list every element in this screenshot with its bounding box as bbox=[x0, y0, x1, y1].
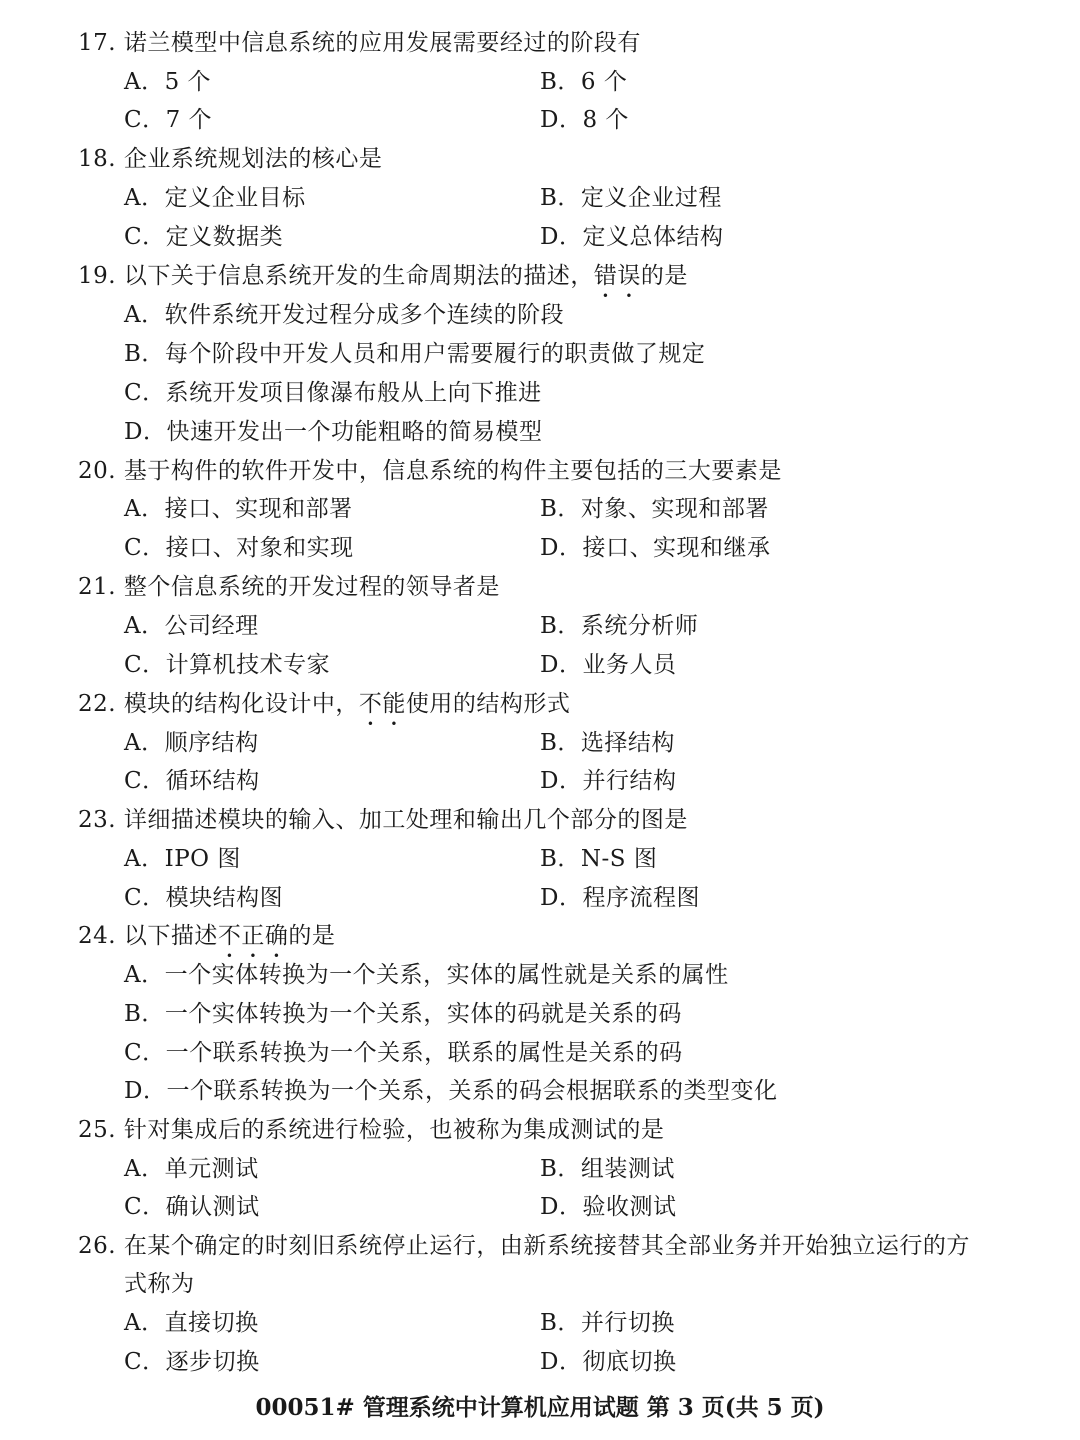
q22-option-a: A．顺序结构 bbox=[124, 730, 259, 756]
q19-option-a: A．软件系统开发过程分成多个连续的阶段 bbox=[124, 302, 565, 328]
q26-option-a: A．直接切换 bbox=[124, 1310, 259, 1336]
question-23-stem: 23. 详细描述模块的输入、加工处理和输出几个部分的图是 bbox=[78, 807, 688, 833]
q17-option-a: A．5 个 bbox=[124, 69, 212, 95]
question-21-stem: 21. 整个信息系统的开发过程的领导者是 bbox=[78, 574, 500, 600]
q24-option-b: B．一个实体转换为一个关系，实体的码就是关系的码 bbox=[124, 1001, 682, 1027]
emphasis-mark: 不正确 bbox=[217, 923, 289, 949]
question-19-stem: 19. 以下关于信息系统开发的生命周期法的描述，错误的是 bbox=[78, 263, 688, 289]
question-26-stem-cont: 式称为 bbox=[124, 1271, 195, 1297]
q24-option-a: A．一个实体转换为一个关系，实体的属性就是关系的属性 bbox=[124, 962, 729, 988]
q23-option-b: B．N-S 图 bbox=[540, 846, 658, 872]
q22-option-d: D．并行结构 bbox=[540, 768, 677, 794]
q20-option-c: C．接口、对象和实现 bbox=[124, 535, 354, 561]
q18-option-d: D．定义总体结构 bbox=[540, 224, 724, 250]
q26-option-b: B．并行切换 bbox=[540, 1310, 675, 1336]
q21-option-b: B．系统分析师 bbox=[540, 613, 699, 639]
q18-option-b: B．定义企业过程 bbox=[540, 185, 722, 211]
q23-option-a: A．IPO 图 bbox=[124, 846, 241, 872]
q25-option-a: A．单元测试 bbox=[124, 1156, 259, 1182]
q26-option-c: C．逐步切换 bbox=[124, 1349, 260, 1375]
q19-option-d: D．快速开发出一个功能粗略的简易模型 bbox=[124, 419, 543, 445]
emphasis-mark: 错误 bbox=[593, 263, 641, 289]
question-22-stem: 22. 模块的结构化设计中，不能使用的结构形式 bbox=[78, 691, 571, 717]
q20-option-d: D．接口、实现和继承 bbox=[540, 535, 771, 561]
q22-option-b: B．选择结构 bbox=[540, 730, 675, 756]
q25-option-d: D．验收测试 bbox=[540, 1194, 677, 1220]
q25-option-b: B．组装测试 bbox=[540, 1156, 675, 1182]
q20-option-a: A．接口、实现和部署 bbox=[124, 496, 353, 522]
q22-option-c: C．循环结构 bbox=[124, 768, 260, 794]
question-24-stem: 24. 以下描述不正确的是 bbox=[78, 923, 336, 949]
q19-option-c: C．系统开发项目像瀑布般从上向下推进 bbox=[124, 380, 542, 406]
page-footer: 00051# 管理系统中计算机应用试题 第 3 页(共 5 页) bbox=[255, 1394, 825, 1421]
question-26-stem: 26. 在某个确定的时刻旧系统停止运行，由新系统接替其全部业务并开始独立运行的方 bbox=[78, 1233, 970, 1259]
q18-option-c: C．定义数据类 bbox=[124, 224, 284, 250]
q21-option-d: D．业务人员 bbox=[540, 652, 677, 678]
q21-option-c: C．计算机技术专家 bbox=[124, 652, 331, 678]
question-20-stem: 20. 基于构件的软件开发中，信息系统的构件主要包括的三大要素是 bbox=[78, 458, 782, 484]
q19-option-b: B．每个阶段中开发人员和用户需要履行的职责做了规定 bbox=[124, 341, 706, 367]
q21-option-a: A．公司经理 bbox=[124, 613, 259, 639]
q26-option-d: D．彻底切换 bbox=[540, 1349, 677, 1375]
q20-option-b: B．对象、实现和部署 bbox=[540, 496, 769, 522]
q23-option-c: C．模块结构图 bbox=[124, 885, 284, 911]
q23-option-d: D．程序流程图 bbox=[540, 885, 700, 911]
q18-option-a: A．定义企业目标 bbox=[124, 185, 306, 211]
emphasis-mark: 不能 bbox=[358, 691, 406, 717]
q24-option-d: D．一个联系转换为一个关系，关系的码会根据联系的类型变化 bbox=[124, 1078, 778, 1104]
q24-option-c: C．一个联系转换为一个关系，联系的属性是关系的码 bbox=[124, 1040, 683, 1066]
q17-option-c: C．7 个 bbox=[124, 107, 213, 133]
question-25-stem: 25. 针对集成后的系统进行检验，也被称为集成测试的是 bbox=[78, 1117, 665, 1143]
q25-option-c: C．确认测试 bbox=[124, 1194, 260, 1220]
q17-option-b: B．6 个 bbox=[540, 69, 628, 95]
question-18-stem: 18. 企业系统规划法的核心是 bbox=[78, 146, 383, 172]
question-17-stem: 17. 诺兰模型中信息系统的应用发展需要经过的阶段有 bbox=[78, 30, 641, 56]
q17-option-d: D．8 个 bbox=[540, 107, 629, 133]
